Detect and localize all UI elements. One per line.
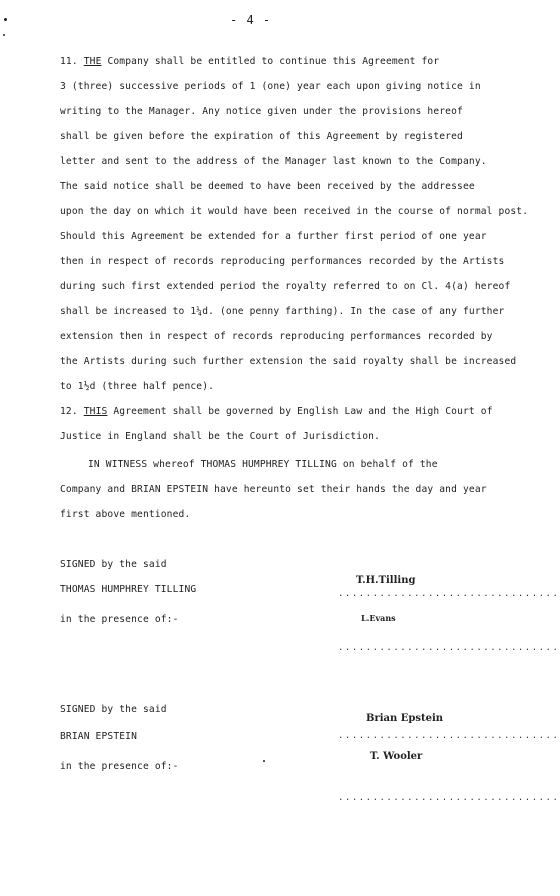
witness-line-1: IN WITNESS whereof THOMAS HUMPHREY TILLING on behalf of the [88, 459, 438, 470]
sig2-name: BRIAN EPSTEIN [60, 731, 138, 742]
clause-11-line-6: The said notice shall be deemed to have been received by the addressee [60, 181, 475, 192]
clause-11-line-2: 3 (three) successive periods of 1 (one) year each upon giving notice in [60, 81, 481, 92]
clause-11-line-9: then in respect of records reproducing performances recorded by the Artists [60, 256, 505, 267]
clause-11-line-13: the Artists during such further extension the said royalty shall be increased [60, 356, 517, 367]
clause-11-line-12: extension then in respect of records reproducing performances recorded by [60, 331, 493, 342]
sig2-witness-line: ................................ [338, 793, 560, 803]
scan-speck [4, 18, 7, 21]
clause-11-line-10: during such first extended period the royalty referred to on Cl. 4(a) hereof [60, 281, 511, 292]
sig1-presence: in the presence of:- [60, 614, 179, 625]
clause-11-line-7: upon the day on which it would have been received in the course of normal post. [60, 206, 529, 217]
sig2-signature: Brian Epstein [366, 713, 444, 724]
sig2-presence: in the presence of:- [60, 761, 179, 772]
witness-line-2: Company and BRIAN EPSTEIN have hereunto set their hands the day and year [60, 484, 487, 495]
clause-11-text-1: Company shall be entitled to continue this Agreement for [107, 56, 440, 67]
clause-11-line-8: Should this Agreement be extended for a further first period of one year [60, 231, 487, 242]
clause-11-line-14: to 1½d (three half pence). [60, 381, 215, 392]
sig1-witness-signature: L.Evans [361, 613, 396, 623]
sig1-signature-line: ................................ [338, 589, 560, 599]
clause-11-line-5: letter and sent to the address of the Manager last known to the Company. [60, 156, 487, 167]
sig1-witness-line: ................................ [338, 643, 560, 653]
witness-line-3: first above mentioned. [60, 509, 191, 520]
page-number: - 4 - [230, 13, 272, 27]
clause-11-line-11: shall be increased to 1¼d. (one penny farthing). In the case of any further [60, 306, 505, 317]
clause-11-line-1 [60, 56, 439, 67]
clause-11-lead: THE [83, 56, 102, 67]
sig2-signature-line: ................................ [338, 731, 560, 741]
sig1-signature: T.H.Tilling [356, 575, 416, 586]
clause-12-number: 12. [60, 406, 78, 417]
scan-speck [3, 34, 5, 36]
clause-11-number: 11. [60, 56, 78, 67]
sig1-name: THOMAS HUMPHREY TILLING [60, 584, 197, 595]
clause-11-line-3: writing to the Manager. Any notice given under the provisions hereof [60, 106, 463, 117]
sig2-signed-by: SIGNED by the said [60, 704, 167, 715]
scan-speck [263, 760, 265, 762]
sig1-signed-by: SIGNED by the said [60, 559, 167, 570]
clause-12-text-1: Agreement shall be governed by English Law and the High Court of [113, 406, 493, 417]
sig2-witness-signature: T. Wooler [370, 751, 423, 762]
clause-11-line-4: shall be given before the expiration of this Agreement by registered [60, 131, 463, 142]
clause-12-line-2: Justice in England shall be the Court of Jurisdiction. [60, 431, 380, 442]
clause-12-line-1 [60, 406, 493, 417]
clause-12-lead: THIS [83, 406, 108, 417]
